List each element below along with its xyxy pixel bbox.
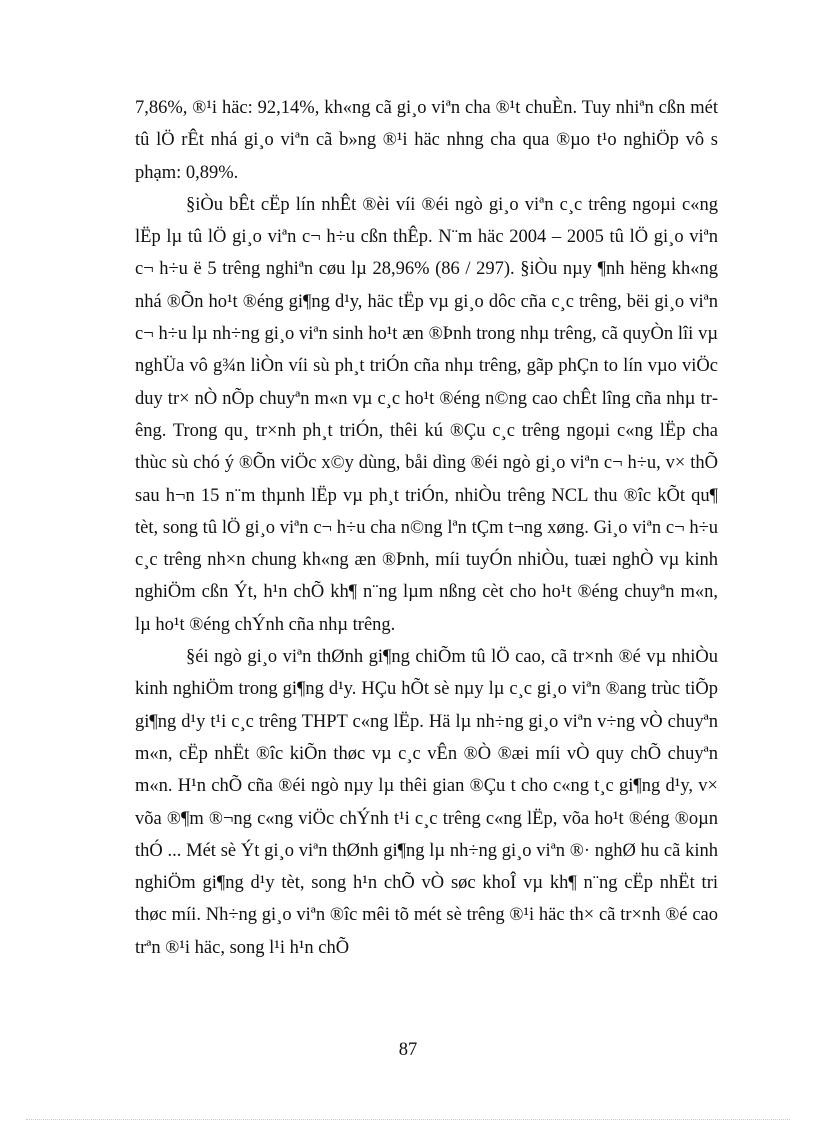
footer-divider	[26, 1119, 790, 1120]
paragraph-continuation: 7,86%, ®¹i häc: 92,14%, kh«ng cã gi¸o viªn cha ®¹t chuÈn. Tuy nhiªn cßn mét tû lÖ rÊt nhá gi¸o viªn cã b»ng ®¹i häc nhng cha qua ®µo t¹o nghiÖp vô s phạm: 0,89%.	[135, 98, 718, 183]
paragraph-permanent-teachers: §iÒu bÊt cËp lín nhÊt ®èi víi ®éi ngò gi¸o viªn c¸c trêng ngoµi c«ng lËp lµ tû lÖ gi¸o viªn c¬ h÷u cßn thÊp. N¨m häc 2004 – 2005 tû lÖ gi¸o viªn c¬ h÷u ë 5 trêng nghiªn cøu lµ 28,96% (86 / 297). §iÒu nµy ¶nh hëng kh«ng nhá ®Õn ho¹t ®éng gi¶ng d¹y, häc tËp vµ gi¸o dôc cña c¸c trêng, bëi gi¸o viªn c¬ h÷u lµ nh÷ng gi¸o viªn sinh ho¹t æn ®Þnh trong nhµ trêng, cã quyÒn lîi vµ nghÜa vô g¾n liÒn víi sù ph¸t triÓn cña nhµ trêng, gãp phÇn to lín vµo viÖc duy tr× nÒ nÕp chuyªn m«n vµ c¸c ho¹t ®éng n©ng cao chÊt lîng cña nhµ trêng. Trong qu¸ tr×nh ph¸t triÓn, thêi kú ®Çu c¸c trêng ngoµi c«ng lËp cha thùc sù chó ý ®Õn viÖc x©y dùng, båi dìng ®éi ngò gi¸o viªn c¬ h÷u, v× thÕ sau h¬n 15 n¨m thµnh lËp vµ ph¸t triÓn, nhiÒu trêng NCL thu ®îc kÕt qu¶ tèt, song tû lÖ gi¸o viªn c¬ h÷u cha n©ng lªn tÇm t¬ng xøng. Gi¸o viªn c¬ h÷u c¸c trêng nh×n chung kh«ng æn ®Þnh, míi tuyÓn nhiÒu, tuæi nghÒ vµ kinh nghiÖm cßn Ýt, h¹n chÕ kh¶ n¨ng lµm nßng cèt cho ho¹t ®éng chuyªn m«n, lµ ho¹t ®éng chÝnh cña nhµ trêng.	[135, 194, 718, 635]
body-text	[135, 92, 718, 964]
page-number: 87	[398, 1040, 418, 1060]
paragraph-visiting-teachers: §éi ngò gi¸o viªn thØnh gi¶ng chiÕm tû lÖ cao, cã tr×nh ®é vµ nhiÒu kinh nghiÖm trong gi¶ng d¹y. HÇu hÕt sè nµy lµ c¸c gi¸o viªn ®ang trùc tiÕp gi¶ng d¹y t¹i c¸c trêng THPT c«ng lËp. Hä lµ nh÷ng gi¸o viªn v÷ng vÒ chuyªn m«n, cËp nhËt ®îc kiÕn thøc vµ c¸c vÊn ®Ò ®æi míi vÒ quy chÕ chuyªn m«n. H¹n chÕ cña ®éi ngò nµy lµ thêi gian ®Çu t cho c«ng t¸c gi¶ng d¹y, v× võa ®¶m ®¬ng c«ng viÖc chÝnh t¹i c¸c trêng c«ng lËp, võa ho¹t ®éng ®oµn thÓ ... Mét sè Ýt gi¸o viªn thØnh gi¶ng lµ nh÷ng gi¸o viªn ®· nghØ hu cã kinh nghiÖm gi¶ng d¹y tèt, song h¹n chÕ vÒ søc khoÎ vµ kh¶ n¨ng cËp nhËt tri thøc míi. Nh÷ng gi¸o viªn ®îc mêi tõ mét sè trêng ®¹i häc th× cã tr×nh ®é cao trªn ®¹i häc, song l¹i h¹n chÕ	[135, 647, 718, 958]
